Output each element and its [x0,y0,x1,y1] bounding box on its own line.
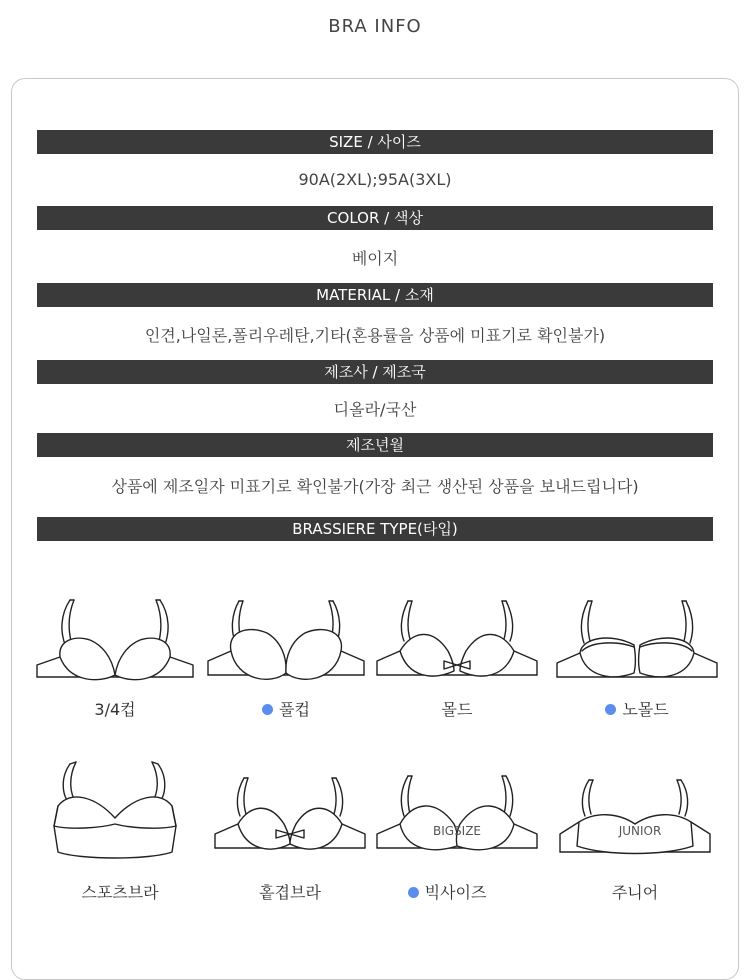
color-header: COLOR / 색상 [37,206,713,230]
bigsize-badge: BIGSIZE [432,824,482,838]
bra-illustration-big-size [372,768,542,858]
bra-type-label: 홑겹브라 [259,883,321,902]
bra-type-label: 주니어 [611,883,659,902]
bra-type-label: 빅사이즈 [424,883,487,902]
bra-illustration-junior [555,772,725,862]
bra-type-label: 스포츠브라 [81,883,159,902]
bra-type-caption [201,697,371,720]
color-value: 베이지 [351,249,399,268]
manufacture-date-value: 상품에 제조일자 미표기로 확인불가(가장 최근 생산된 상품을 보내드립니다) [111,477,639,496]
manufacture-date-header: 제조년월 [37,433,713,457]
selected-dot-icon [408,887,419,898]
manufacturer-value: 디올라/국산 [333,400,417,419]
bra-type-caption [372,697,542,720]
bra-type-label: 3/4컵 [94,700,136,719]
junior-badge: JUNIOR [618,824,662,838]
bra-type-caption [550,880,720,903]
bra-type-label: 몰드 [441,700,473,719]
bra-type-caption [362,880,532,903]
brassiere-type-header: BRASSIERE TYPE(타입) [37,517,713,541]
size-header: SIZE / 사이즈 [37,130,713,154]
bra-illustration-mold [372,595,542,685]
bra-illustration-sports [40,756,210,866]
bra-illustration-full-cup [201,595,371,685]
bra-type-label: 노몰드 [622,700,669,719]
page-title: BRA INFO [328,16,422,37]
manufacturer-header: 제조사 / 제조국 [37,360,713,384]
size-value: 90A(2XL);95A(3XL) [298,170,452,189]
material-value: 인견,나일론,폴리우레탄,기타(혼용률을 상품에 미표기로 확인불가) [144,326,606,345]
bra-type-caption [30,697,200,720]
bra-illustration-single-layer [210,770,380,860]
bra-type-caption [35,880,205,903]
bra-type-caption [552,697,722,720]
selected-dot-icon [262,704,273,715]
bra-illustration-three-quarter-cup [30,595,200,685]
material-header: MATERIAL / 소재 [37,283,713,307]
bra-type-label: 풀컵 [279,700,310,719]
bra-illustration-no-mold [552,595,722,685]
selected-dot-icon [605,704,616,715]
bra-type-caption [205,880,375,903]
